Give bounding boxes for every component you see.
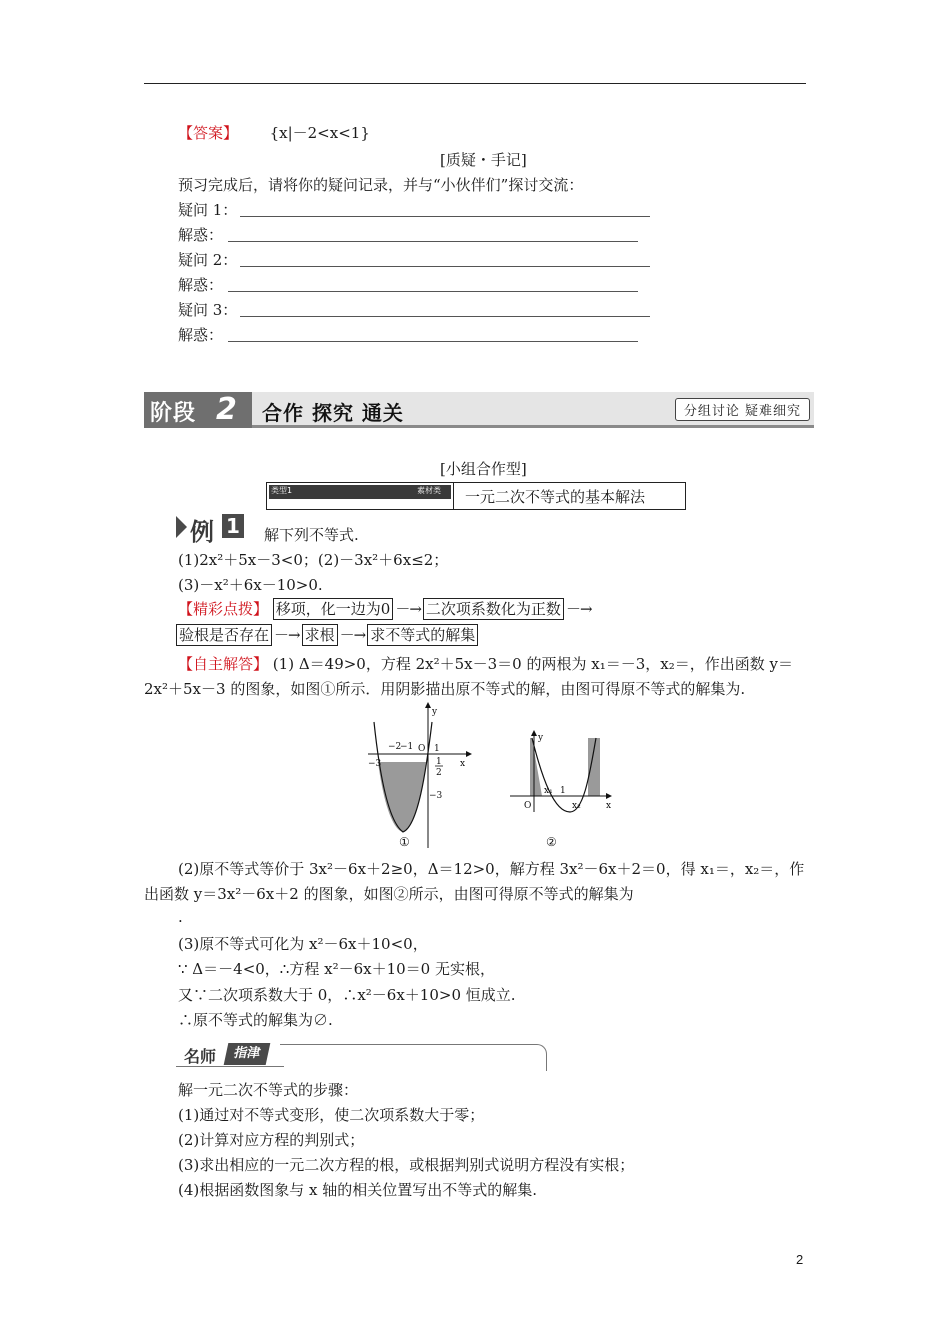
notes-intro: 预习完成后，请将你的疑问记录，并与“小伙伴们”探讨交流： [178, 176, 584, 194]
solution-line-4: 出函数 y＝3x²－6x＋2 的图象，如图②所示，由图可得原不等式的解集为 [144, 885, 634, 903]
note-row-3-line[interactable] [240, 266, 650, 267]
note-row-6-label: 解惑： [178, 326, 224, 344]
figure-1-label-neg1: −1 [400, 742, 414, 752]
note-row-5-label: 疑问 3： [178, 301, 238, 319]
hint-label: 【精彩点拨】 [178, 600, 269, 618]
figure-2-label-one: 1 [560, 786, 566, 796]
solution-line-5: . [178, 908, 183, 926]
type-tag-right: 素材类 [417, 486, 441, 495]
type-bar-divider [453, 483, 454, 509]
tips-intro: 解一元二次不等式的步骤： [178, 1081, 359, 1099]
figure-2-label-y: y [538, 733, 544, 743]
banner-number: 2 [216, 392, 237, 427]
example-prompt: 解下列不等式. [264, 526, 359, 544]
example-word: 例 [190, 518, 214, 546]
figure-2-x-arrow [606, 793, 612, 799]
header-rule [144, 83, 806, 84]
figure-1-label-half-den: 2 [436, 768, 442, 778]
solution-line-2: 2x²＋5x－3 的图象，如图①所示．用阴影描出原不等式的解，由图可得原不等式的解集为. [144, 680, 746, 698]
tips-item-3: (3)求出相应的一元二次方程的根，或根据判别式说明方程没有实根； [178, 1156, 635, 1174]
figure-2-label-x1: x₁ [544, 786, 553, 796]
tips-item-4: (4)根据函数图象与 x 轴的相关位置写出不等式的解集. [178, 1181, 538, 1199]
type-tag-left: 类型1 [271, 486, 293, 495]
note-row-2-label: 解惑： [178, 226, 224, 244]
stage-banner [144, 392, 814, 428]
notes-heading: [质疑・手记] [440, 151, 527, 169]
triangle-icon [176, 516, 187, 538]
answer-value: {x|－2<x<1} [269, 124, 370, 142]
figure-1-y-arrow [425, 702, 431, 708]
tips-label-b: 指津 [224, 1043, 271, 1065]
note-row-2-line[interactable] [228, 241, 638, 242]
solution-line-3: (2)原不等式等价于 3x²－6x＋2≥0，Δ＝12>0，解方程 3x²－6x＋2＝0，得 x₁＝，x₂＝，作 [178, 860, 805, 878]
solution-line-1 [178, 653, 793, 674]
figure-2-label-x: x [606, 801, 612, 811]
hint-step-4: 求根 [302, 624, 338, 646]
solution-p1a: (1) Δ＝49>0，方程 2x²＋5x－3＝0 的两根为 x₁＝－3，x₂＝，作出函数 y＝ [272, 655, 793, 673]
tips-label-a: 名师 [184, 1047, 217, 1066]
example-line-1: (1)2x²＋5x－3<0；(2)－3x²＋6x≤2； [178, 551, 449, 569]
figure-1-label-y: y [432, 707, 438, 717]
hint-step-5: 求不等式的解集 [367, 624, 478, 646]
figure-1-label-o: O [418, 744, 426, 754]
arrow-icon: －→ [395, 600, 421, 618]
figure-1-x-arrow [466, 751, 472, 757]
figure-2-label-o: O [524, 801, 532, 811]
figure-2-y-arrow [531, 730, 537, 736]
answer-line [178, 122, 370, 143]
tips-item-2: (2)计算对应方程的判别式； [178, 1131, 365, 1149]
arrow-icon: －→ [565, 600, 592, 618]
tips-header [176, 1042, 548, 1070]
solution-line-7: ∵ Δ＝－4<0，∴方程 x²－6x＋10＝0 无实根， [178, 960, 495, 978]
note-row-1-line[interactable] [240, 216, 650, 217]
hint-step-3: 验根是否存在 [176, 624, 272, 646]
note-row-4-line[interactable] [228, 291, 638, 292]
solution-label: 【自主解答】 [178, 655, 269, 673]
note-row-6-line[interactable] [228, 341, 638, 342]
figure-1-graph [366, 700, 476, 852]
figure-1-label-neg3y: −3 [429, 791, 443, 801]
figure-2-parabola [532, 738, 596, 812]
figure-1-label-neg3: −3 [368, 759, 382, 769]
section-label: [小组合作型] [440, 460, 527, 478]
figure-1-label-x: x [460, 759, 466, 769]
figure-1-shaded-region [378, 762, 426, 832]
answer-label: 【答案】 [178, 124, 239, 142]
example-number: 1 [222, 514, 244, 538]
hint-line-2 [176, 624, 478, 646]
arrow-icon: －→ [274, 626, 300, 644]
banner-title: 合作 探究 通关 [262, 401, 404, 425]
figure-1-caption: ① [399, 835, 410, 849]
tips-frame [280, 1044, 547, 1071]
example-line-2: (3)－x²＋6x－10>0. [178, 576, 323, 594]
note-row-5-line[interactable] [240, 316, 650, 317]
figure-2-graph [506, 728, 618, 852]
solution-line-8: 又∵二次项系数大于 0，∴x²－6x＋10>0 恒成立. [178, 986, 516, 1004]
figure-1-label-neg2: −2 [388, 742, 402, 752]
figure-1-label-one: 1 [434, 744, 440, 754]
solution-line-6: (3)原不等式可化为 x²－6x＋10<0， [178, 935, 428, 953]
banner-tag: 分组讨论 疑难细究 [675, 398, 810, 421]
figure-2-label-x2: x₂ [572, 801, 581, 811]
hint-step-1: 移项，化一边为0 [273, 598, 394, 620]
page-number: 2 [796, 1252, 804, 1267]
note-row-3-label: 疑问 2： [178, 251, 238, 269]
type-title: 一元二次不等式的基本解法 [465, 488, 646, 506]
hint-step-2: 二次项系数化为正数 [423, 598, 564, 620]
figure-2-caption: ② [546, 835, 557, 849]
note-row-1-label: 疑问 1： [178, 201, 238, 219]
note-row-4-label: 解惑： [178, 276, 224, 294]
tips-item-1: (1)通过对不等式变形，使二次项系数大于零； [178, 1106, 485, 1124]
figure-1-label-half-num: 1 [436, 757, 442, 767]
arrow-icon: －→ [339, 626, 366, 644]
solution-line-9: ∴原不等式的解集为∅. [178, 1011, 333, 1029]
banner-lead: 阶段 [150, 401, 197, 426]
hint-line-1 [178, 598, 594, 620]
type-bar [266, 482, 686, 510]
